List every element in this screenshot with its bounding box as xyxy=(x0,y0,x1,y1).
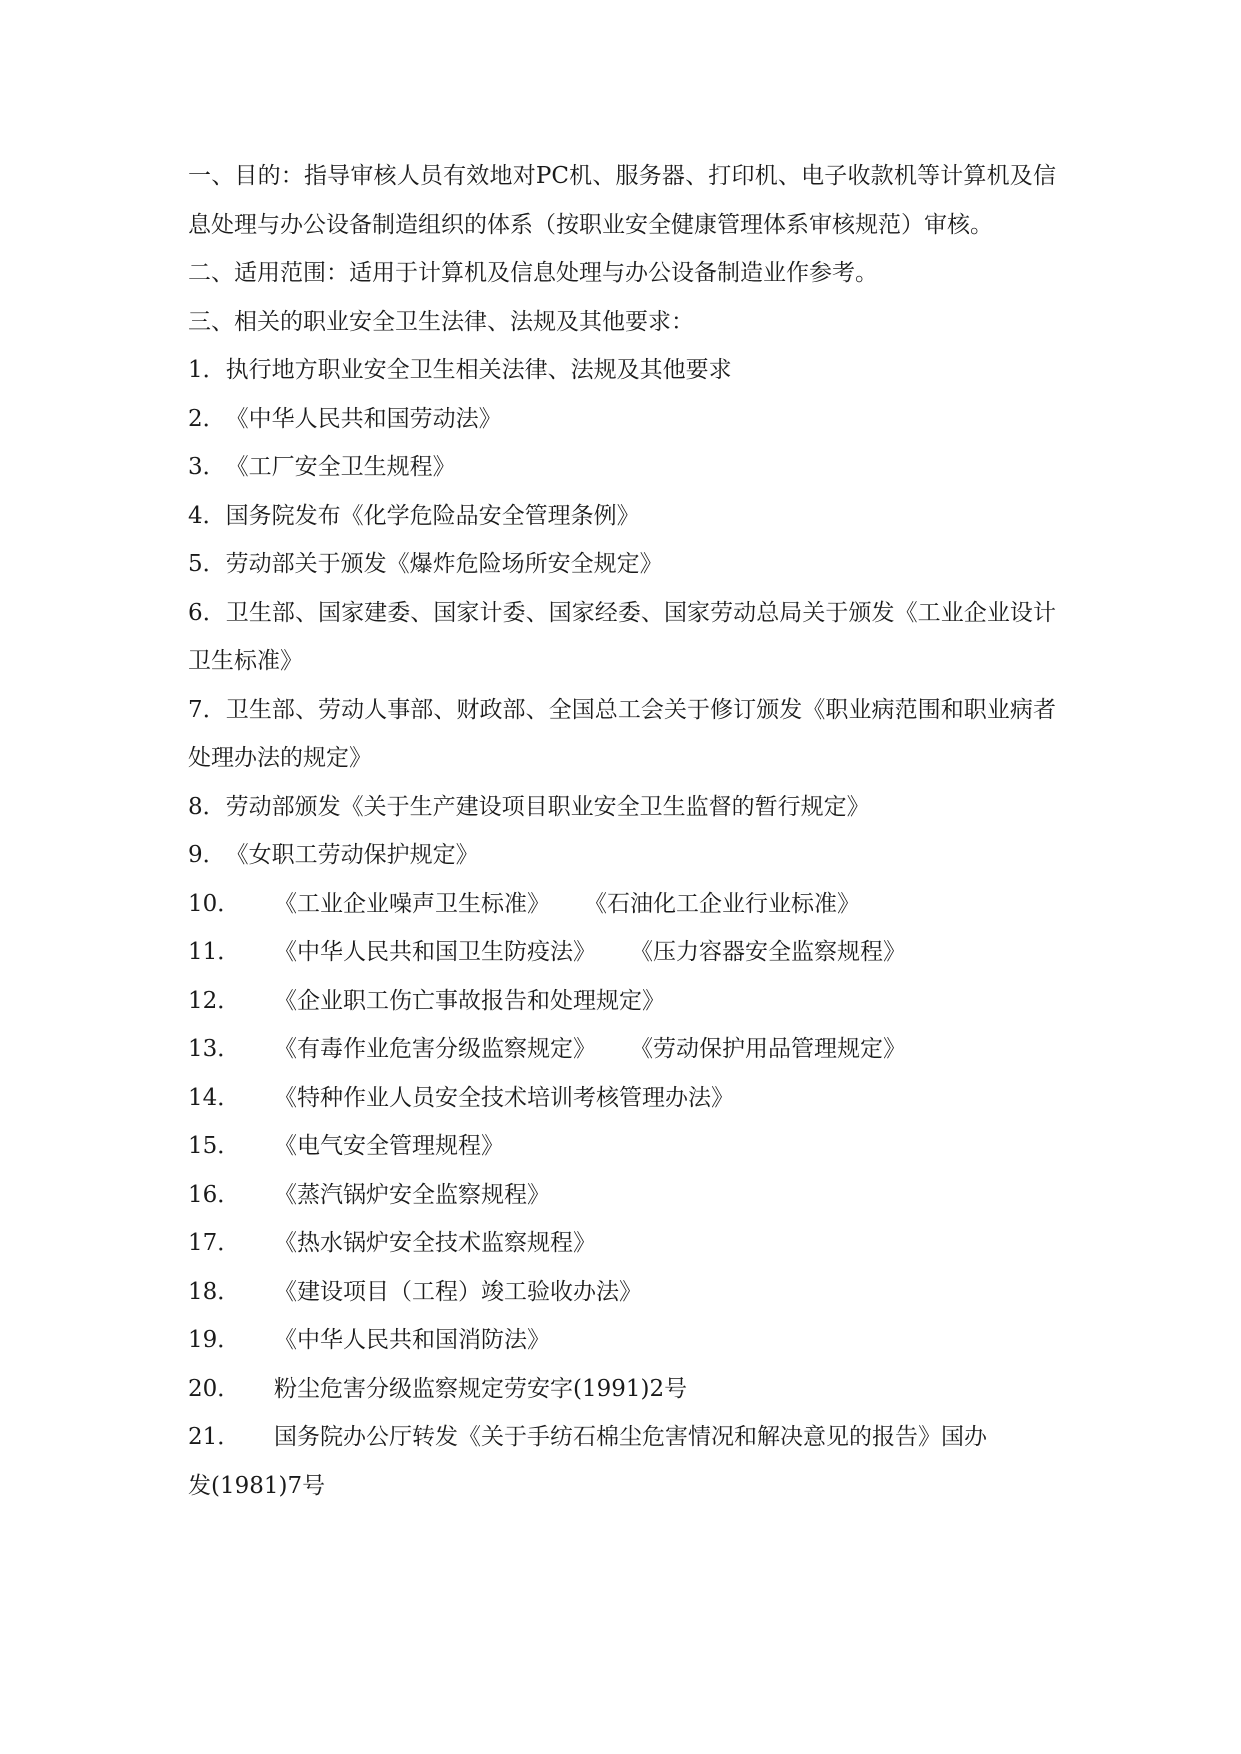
list-item-number: 20． xyxy=(188,1375,241,1402)
purpose-paragraph: 一、目的：指导审核人员有效地对PC机、服务器、打印机、电子收款机等计算机及信息处理与办公设备制造组织的体系（按职业安全健康管理体系审核规范）审核。 xyxy=(188,163,1056,238)
list-item xyxy=(188,928,1056,977)
list-item xyxy=(188,1122,1056,1171)
list-item-number: 14． xyxy=(188,1084,241,1111)
list-item-text: 劳动部关于颁发《爆炸危险场所安全规定》 xyxy=(225,551,663,577)
list-item xyxy=(188,686,1056,783)
list-item xyxy=(188,880,1056,929)
list-item-text: 劳动部颁发《关于生产建设项目职业安全卫生监督的暂行规定》 xyxy=(225,793,870,820)
list-item xyxy=(188,1074,1056,1123)
list-item-continuation: 发(1981)7号 xyxy=(188,1472,326,1499)
list-item-number: 21． xyxy=(188,1424,241,1450)
list-item-title: 《有毒作业危害分级监察规定》 xyxy=(274,1036,596,1062)
list-item xyxy=(188,977,1056,1026)
list-item-text: 《特种作业人员安全技术培训考核管理办法》 xyxy=(274,1084,734,1111)
list-item-text: 《企业职工伤亡事故报告和处理规定》 xyxy=(274,987,665,1014)
list-item xyxy=(188,783,1056,832)
list-item-number: 19． xyxy=(188,1327,241,1353)
list-item xyxy=(188,346,1056,395)
list-item xyxy=(188,492,1056,541)
list-item-number: 18． xyxy=(188,1278,241,1305)
list-item-text xyxy=(274,880,1056,929)
list-item xyxy=(188,1171,1056,1220)
list-item-text: 国务院办公厅转发《关于手纺石棉尘危害情况和解决意见的报告》国办 xyxy=(274,1424,987,1450)
list-item-text: 《建设项目（工程）竣工验收办法》 xyxy=(274,1278,642,1305)
list-item-text: 《女职工劳动保护规定》 xyxy=(225,842,479,868)
list-item xyxy=(188,395,1056,444)
list-item-text: 卫生部、劳动人事部、财政部、全国总工会关于修订颁发《职业病范围和职业病者处理办法的规定》 xyxy=(188,696,1056,771)
list-item-text: 《电气安全管理规程》 xyxy=(274,1133,504,1159)
list-item-number: 5． xyxy=(188,551,226,577)
scope-paragraph: 二、适用范围：适用于计算机及信息处理与办公设备制造业作参考。 xyxy=(188,260,878,286)
list-item-number: 3． xyxy=(188,454,226,480)
list-item xyxy=(188,1413,1056,1462)
list-item-text: 《中华人民共和国消防法》 xyxy=(274,1327,550,1353)
list-item-title-secondary: 《压力容器安全监察规程》 xyxy=(630,939,906,965)
list-item xyxy=(188,1025,1056,1074)
list-item-text: 国务院发布《化学危险品安全管理条例》 xyxy=(225,502,640,529)
list-item-number: 10． xyxy=(188,890,241,917)
list-item xyxy=(188,1316,1056,1365)
list-item xyxy=(188,1365,1056,1414)
list-item xyxy=(188,589,1056,686)
list-item-title: 《工业企业噪声卫生标准》 xyxy=(274,890,550,917)
list-item-title-secondary: 《劳动保护用品管理规定》 xyxy=(630,1036,906,1062)
list-item-number: 4． xyxy=(188,502,226,529)
list-item xyxy=(188,1268,1056,1317)
list-item-number: 11． xyxy=(188,939,241,965)
requirements-heading: 三、相关的职业安全卫生法律、法规及其他要求： xyxy=(188,308,694,335)
list-item-text: 卫生部、国家建委、国家计委、国家经委、国家劳动总局关于颁发《工业企业设计卫生标准》 xyxy=(188,599,1056,674)
list-item-number: 7． xyxy=(188,696,226,723)
list-item-text: 《蒸汽锅炉安全监察规程》 xyxy=(274,1181,550,1208)
list-item-title-secondary: 《石油化工企业行业标准》 xyxy=(584,890,860,917)
list-item-number: 15． xyxy=(188,1133,241,1159)
list-item xyxy=(188,443,1056,492)
list-item-text xyxy=(274,1025,1056,1074)
list-item-text: 《工厂安全卫生规程》 xyxy=(225,454,456,480)
list-item-number: 1． xyxy=(188,357,226,383)
list-item xyxy=(188,1219,1056,1268)
list-item-text: 执行地方职业安全卫生相关法律、法规及其他要求 xyxy=(225,357,732,383)
list-item-number: 16． xyxy=(188,1181,241,1208)
list-item-number: 2． xyxy=(188,405,226,432)
list-item xyxy=(188,540,1056,589)
document-body xyxy=(188,152,1056,1510)
list-item-number: 17． xyxy=(188,1230,241,1256)
list-item xyxy=(188,831,1056,880)
list-item-number: 12． xyxy=(188,987,241,1014)
list-item-number: 8． xyxy=(188,793,226,820)
list-item-number: 6． xyxy=(188,599,226,626)
list-item-text: 《中华人民共和国劳动法》 xyxy=(225,405,502,432)
list-item-text: 粉尘危害分级监察规定劳安字(1991)2号 xyxy=(274,1375,688,1402)
list-item-text: 《热水锅炉安全技术监察规程》 xyxy=(274,1230,596,1256)
list-item-title: 《中华人民共和国卫生防疫法》 xyxy=(274,939,596,965)
list-item-text xyxy=(274,928,1056,977)
list-item-number: 13． xyxy=(188,1036,241,1062)
list-item-number: 9． xyxy=(188,842,226,868)
